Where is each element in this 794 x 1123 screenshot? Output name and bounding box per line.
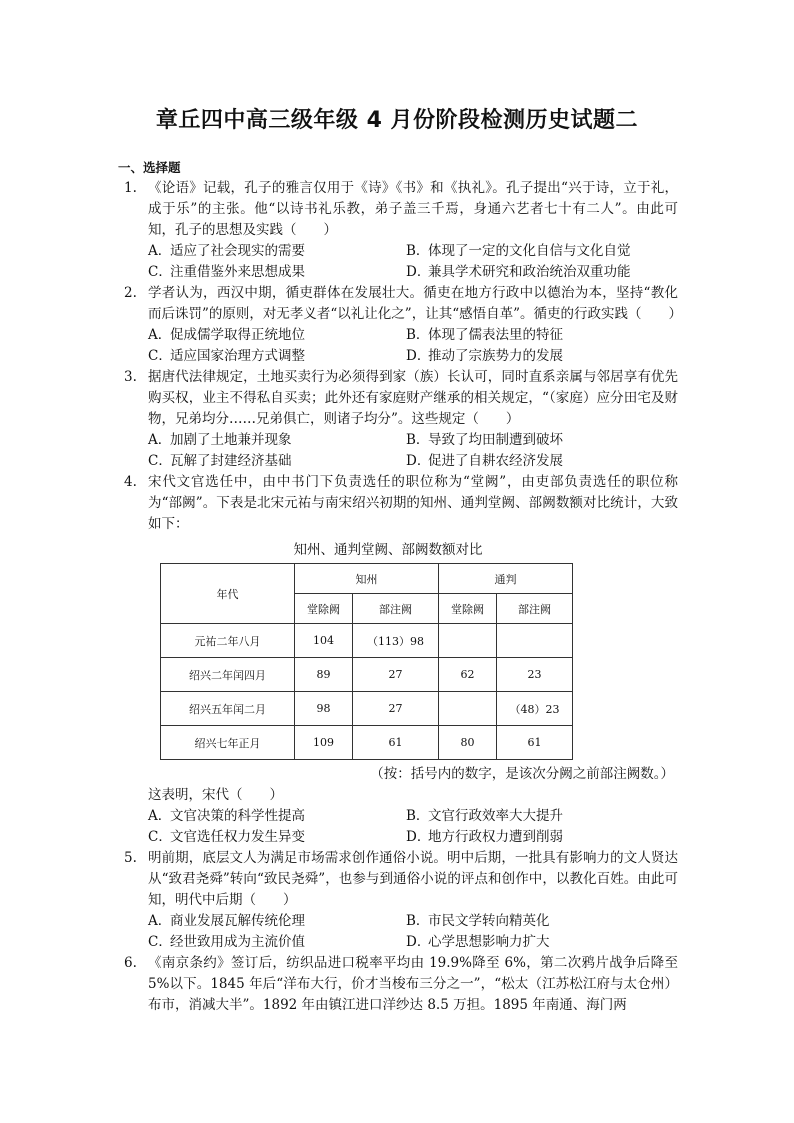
question-4 (118, 472, 678, 535)
option-letter: A． (148, 327, 172, 343)
option-b (406, 911, 676, 932)
row-year: 元祐二年八月 (161, 624, 295, 658)
table-cell: 80 (439, 726, 497, 760)
table-cell: （48）23 (497, 692, 573, 726)
option-c (148, 827, 406, 848)
option-text: 文官决策的科学性提高 (170, 808, 305, 824)
option-letter: A． (148, 808, 172, 824)
table-row (161, 658, 573, 692)
table-header-row (161, 564, 573, 594)
options-grid (148, 806, 678, 848)
table-cell: （113）98 (353, 624, 439, 658)
exam-content (118, 158, 683, 1016)
options-grid (148, 325, 678, 367)
option-letter: B． (406, 432, 430, 448)
option-text: 市民文学转向精英化 (428, 913, 550, 929)
question-number: 4. (124, 474, 137, 490)
table-caption: 知州、通判堂阙、部阙数额对比 (293, 542, 483, 558)
option-a (148, 430, 406, 451)
question-1 (118, 178, 678, 283)
question-number: 3. (124, 369, 137, 385)
question-number: 5. (124, 850, 137, 866)
table-cell: 62 (439, 658, 497, 692)
table-cell: 89 (295, 658, 353, 692)
option-c (148, 346, 406, 367)
option-letter: B． (406, 327, 430, 343)
option-text: 适应了社会现实的需要 (170, 243, 305, 259)
option-text: 商业发展瓦解传统伦理 (170, 913, 305, 929)
option-d (406, 262, 676, 283)
question-number: 6. (124, 955, 137, 971)
question-2 (118, 283, 683, 367)
option-text: 心学思想影响力扩大 (428, 934, 550, 950)
option-text: 体现了儒表法里的特征 (428, 327, 563, 343)
option-text: 文官行政效率大大提升 (428, 808, 563, 824)
header-zhizhou: 知州 (295, 564, 439, 594)
table-cell: 23 (497, 658, 573, 692)
option-letter: D． (406, 264, 431, 280)
option-b (406, 806, 676, 827)
option-d (406, 451, 676, 472)
option-text: 注重借鉴外来思想成果 (170, 264, 305, 280)
table-cell: 61 (353, 726, 439, 760)
table-cell: 109 (295, 726, 353, 760)
row-year: 绍兴二年闰四月 (161, 658, 295, 692)
data-table (160, 563, 573, 760)
question-3 (118, 367, 678, 472)
option-letter: C． (148, 348, 172, 364)
option-text: 适应国家治理方式调整 (170, 348, 305, 364)
option-text: 促成儒学取得正统地位 (170, 327, 305, 343)
table-cell: 27 (353, 692, 439, 726)
option-b (406, 430, 676, 451)
option-letter: D． (406, 348, 431, 364)
option-a (148, 806, 406, 827)
option-c (148, 262, 406, 283)
option-letter: B． (406, 913, 430, 929)
table-row (161, 624, 573, 658)
question-stem: 明前期，底层文人为满足市场需求创作通俗小说。明中后期，一批具有影响力的文人贤达从“致君尧舜”转向“致民尧舜”，也参与到通俗小说的评点和创作中，以教化百姓。由此可知，明代中后期（ ） (148, 850, 678, 908)
question-5 (118, 848, 678, 953)
question-6 (118, 953, 678, 1016)
option-d (406, 827, 676, 848)
option-text: 瓦解了封建经济基础 (170, 453, 292, 469)
option-text: 推动了宗族势力的发展 (428, 348, 563, 364)
subheader-cell: 堂除阙 (295, 594, 353, 624)
option-a (148, 241, 406, 262)
question-stem: 《南京条约》签订后，纺织品进口税率平均由 19.9%降至 6%，第二次鸦片战争后降至 5%以下。1845 年后“洋布大行，价才当梭布三分之一”，“松太（江苏松江府与太仓州）布市，消减大半”。1892 年由镇江进口洋纱达 8.5 万担。1895 年南通、海门两 (148, 955, 678, 1013)
option-c (148, 451, 406, 472)
table-cell: 104 (295, 624, 353, 658)
table-cell (439, 692, 497, 726)
table-cell: 27 (353, 658, 439, 692)
option-text: 文官选任权力发生异变 (170, 829, 305, 845)
row-year: 绍兴七年正月 (161, 726, 295, 760)
header-tongpan: 通判 (439, 564, 573, 594)
option-a (148, 911, 406, 932)
option-text: 经世致用成为主流价值 (170, 934, 305, 950)
option-text: 导致了均田制遭到破坏 (428, 432, 563, 448)
option-b (406, 241, 676, 262)
table-note: （按：括号内的数字，是该次分阙之前部注阙数。） (370, 766, 674, 782)
page-title: 章丘四中高三级年级 4 月份阶段检测历史试题二 (155, 108, 639, 133)
table-row (161, 726, 573, 760)
question-number: 2. (124, 285, 137, 301)
options-grid (148, 430, 678, 472)
question-number: 1. (124, 180, 137, 196)
option-letter: C． (148, 453, 172, 469)
table-cell: 98 (295, 692, 353, 726)
option-text: 地方行政权力遭到削弱 (428, 829, 563, 845)
question-stem: 宋代文官选任中，由中书门下负责选任的职位称为“堂阙”，由吏部负责选任的职位称为“部阙”。下表是北宋元祐与南宋绍兴初期的知州、通判堂阙、部阙数额对比统计，大致如下： (148, 474, 678, 532)
option-letter: A． (148, 913, 172, 929)
header-year: 年代 (161, 564, 295, 624)
option-letter: D． (406, 453, 431, 469)
option-letter: D． (406, 934, 431, 950)
question-stem: 据唐代法律规定，土地买卖行为必须得到家（族）长认可，同时直系亲属与邻居享有优先购买权，业主不得私自买卖；此外还有家庭财产继承的相关规定，“（家庭）应分田宅及财物，兄弟均分……兄弟俱亡，则诸子均分”。这些规定（ ） (148, 369, 678, 427)
question-stem: 《论语》记载，孔子的雅言仅用于《诗》《书》和《执礼》。孔子提出“兴于诗，立于礼，成于乐”的主张。他“以诗书礼乐教，弟子盖三千焉，身通六艺者七十有二人”。由此可知，孔子的思想及实践（ ） (148, 180, 678, 238)
subheader-cell: 部注阙 (353, 594, 439, 624)
option-letter: A． (148, 432, 172, 448)
option-text: 加剧了土地兼并现象 (170, 432, 292, 448)
option-d (406, 932, 676, 953)
row-year: 绍兴五年闰二月 (161, 692, 295, 726)
table-row (161, 692, 573, 726)
section-heading: 一、选择题 (118, 160, 181, 175)
option-letter: B． (406, 243, 430, 259)
table-cell (439, 624, 497, 658)
option-b (406, 325, 676, 346)
question-4-continued (118, 785, 678, 848)
option-text: 兼具学术研究和政治统治双重功能 (428, 264, 631, 280)
subheader-cell: 堂除阙 (439, 594, 497, 624)
options-grid (148, 911, 678, 953)
question-stem: 学者认为，西汉中期，循吏群体在发展壮大。循吏在地方行政中以德治为本，坚持“教化而后诛罚”的原则，对无孝义者“以礼让化之”，让其“感悟自革”。循吏的行政实践（ ） (148, 285, 683, 322)
option-letter: C． (148, 829, 172, 845)
option-a (148, 325, 406, 346)
question-stem-after: 这表明，宋代（ ） (148, 787, 283, 803)
option-letter: D． (406, 829, 431, 845)
option-letter: C． (148, 934, 172, 950)
option-letter: B． (406, 808, 430, 824)
options-grid (148, 241, 678, 283)
option-letter: A． (148, 243, 172, 259)
option-letter: C． (148, 264, 172, 280)
table-cell (497, 624, 573, 658)
table-cell: 61 (497, 726, 573, 760)
subheader-cell: 部注阙 (497, 594, 573, 624)
option-text: 促进了自耕农经济发展 (428, 453, 563, 469)
option-c (148, 932, 406, 953)
option-d (406, 346, 676, 367)
option-text: 体现了一定的文化自信与文化自觉 (428, 243, 631, 259)
